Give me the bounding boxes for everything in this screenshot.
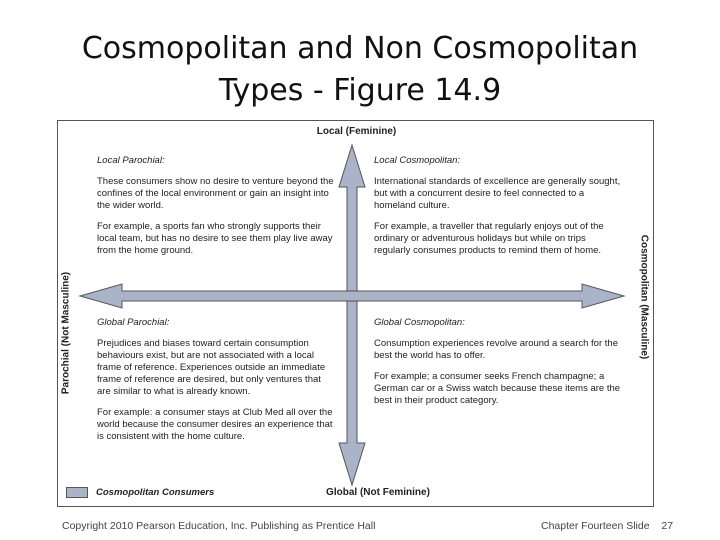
vertical-arrow	[339, 145, 365, 485]
slide-title-line-2: Types - Figure 14.9	[218, 73, 502, 108]
quadrant-local-parochial	[97, 155, 337, 266]
footer-copyright: Copyright 2010 Pearson Education, Inc. Publishing as Prentice Hall	[62, 520, 376, 532]
quadrant-global-cosmopolitan	[374, 317, 622, 416]
legend	[66, 487, 214, 498]
axis-bottom-label: Global (Not Feminine)	[326, 487, 430, 498]
quadrant-local-cosmopolitan	[374, 155, 622, 266]
quadrant-example: For example: a consumer stays at Club Med all over the world because the consumer desires an experience that is consistent with the home culture.	[97, 407, 333, 442]
axis-left-label: Parochial (Not Masculine)	[60, 271, 72, 395]
footer-slide-label: Chapter Fourteen Slide	[541, 520, 650, 532]
quadrant-description: These consumers show no desire to venture beyond the confines of the local environment or gain an insight into the wider world.	[97, 176, 334, 211]
footer-slide-number: 27	[661, 520, 674, 532]
legend-swatch	[66, 487, 88, 498]
legend-label: Cosmopolitan Consumers	[96, 487, 215, 498]
quadrant-title: Local Parochial:	[97, 155, 165, 166]
quadrant-example: For example; a consumer seeks French champagne; a German car or a Swiss watch because these items are the best in their product category.	[374, 371, 621, 406]
axis-right-label: Cosmopolitan (Masculine)	[638, 234, 650, 360]
quadrant-description: International standards of excellence are generally sought, but with a concurrent desire to feel connected to a homeland culture.	[374, 176, 621, 211]
quadrant-example: For example, a traveller that regularly enjoys out of the ordinary or adventurous holidays but while on trips regularly consumes products to remind them of home.	[374, 221, 604, 256]
slide-title-line-1: Cosmopolitan and Non Cosmopolitan	[81, 31, 639, 66]
quadrant-title: Global Parochial:	[97, 317, 170, 328]
quadrant-global-parochial	[97, 317, 337, 452]
quadrant-title: Global Cosmopolitan:	[374, 317, 465, 328]
quadrant-description: Prejudices and biases toward certain consumption behaviours exist, but are not associated with a local frame of reference. Experiences outside an immediate frame of reference are desired, but only ventures that are similar to what is already known.	[97, 338, 326, 397]
quadrant-title: Local Cosmopolitan:	[374, 155, 461, 166]
footer-slide-info	[541, 520, 673, 532]
quadrant-example: For example, a sports fan who strongly supports their local team, but has no desire to see them play live away from the home ground.	[97, 221, 333, 256]
cosmopolitan-figure	[57, 120, 654, 507]
axis-top-label: Local (Feminine)	[316, 126, 397, 137]
slide-title	[40, 28, 680, 112]
quadrant-description: Consumption experiences revolve around a search for the best the world has to offer.	[374, 338, 618, 361]
